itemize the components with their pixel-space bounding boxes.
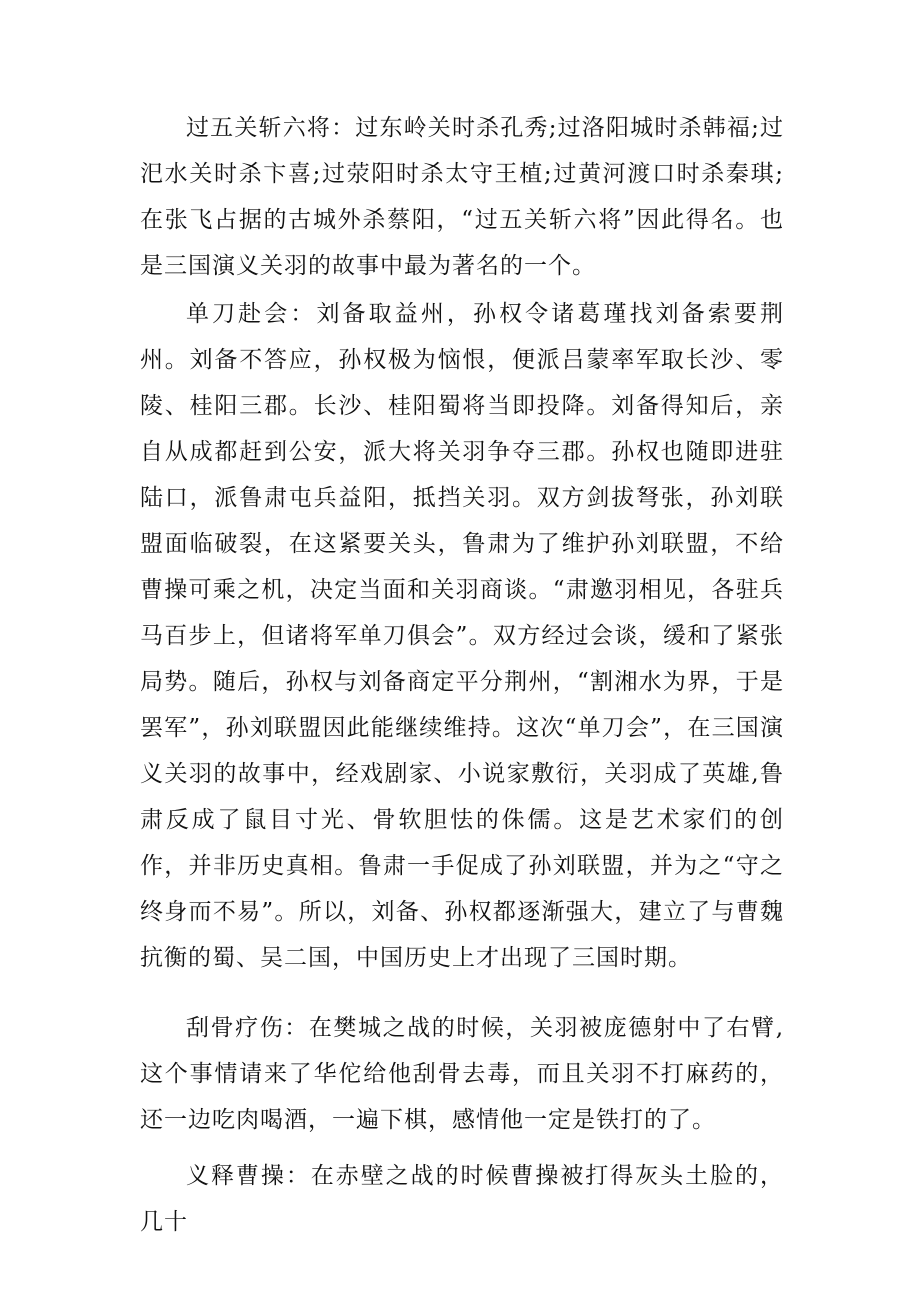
paragraph-guo-wu-guan: 过五关斩六将：过东岭关时杀孔秀;过洛阳城时杀韩福;过汜水关时杀卞喜;过荥阳时杀太守王植;过黄河渡口时杀秦琪;在张飞占据的古城外杀蔡阳，“过五关斩六将”因此得名。也是三国演义关羽的故事中最为著名的一个。 bbox=[140, 115, 784, 279]
paragraph-yi-shi-cao-cao: 义释曹操：在赤壁之战的时候曹操被打得灰头土脸的，几十 bbox=[140, 1163, 784, 1235]
paragraph-gua-gu-liao-shang: 刮骨疗伤：在樊城之战的时候，关羽被庞德射中了右臂,这个事情请来了华佗给他刮骨去毒，而且关羽不打麻药的，还一边吃肉喝酒，一遍下棋，感情他一定是铁打的了。 bbox=[140, 1015, 784, 1133]
paragraph-dan-dao-fu-hui: 单刀赴会：刘备取益州，孙权令诸葛瑾找刘备索要荆州。刘备不答应，孙权极为恼恨，便派吕蒙率军取长沙、零陵、桂阳三郡。长沙、桂阳蜀将当即投降。刘备得知后，亲自从成都赶到公安，派大将关羽争夺三郡。孙权也随即进驻陆口，派鲁肃屯兵益阳，抵挡关羽。双方剑拔弩张，孙刘联盟面临破裂，在这紧要关头，鲁肃为了维护孙刘联盟，不给曹操可乘之机，决定当面和关羽商谈。“肃邀羽相见，各驻兵马百步上，但诸将军单刀俱会”。双方经过会谈，缓和了紧张局势。随后，孙权与刘备商定平分荆州，“割湘水为界，于是罢军”，孙刘联盟因此能继续维持。这次“单刀会”，在三国演义关羽的故事中，经戏剧家、小说家敷衍，关羽成了英雄,鲁肃反成了鼠目寸光、骨软胆怯的侏儒。这是艺术家们的创作，并非历史真相。鲁肃一手促成了孙刘联盟，并为之“守之终身而不易”。所以，刘备、孙权都逐渐强大，建立了与曹魏抗衡的蜀、吴二国，中国历史上才出现了三国时期。 bbox=[140, 301, 784, 971]
document-body bbox=[140, 105, 784, 1245]
